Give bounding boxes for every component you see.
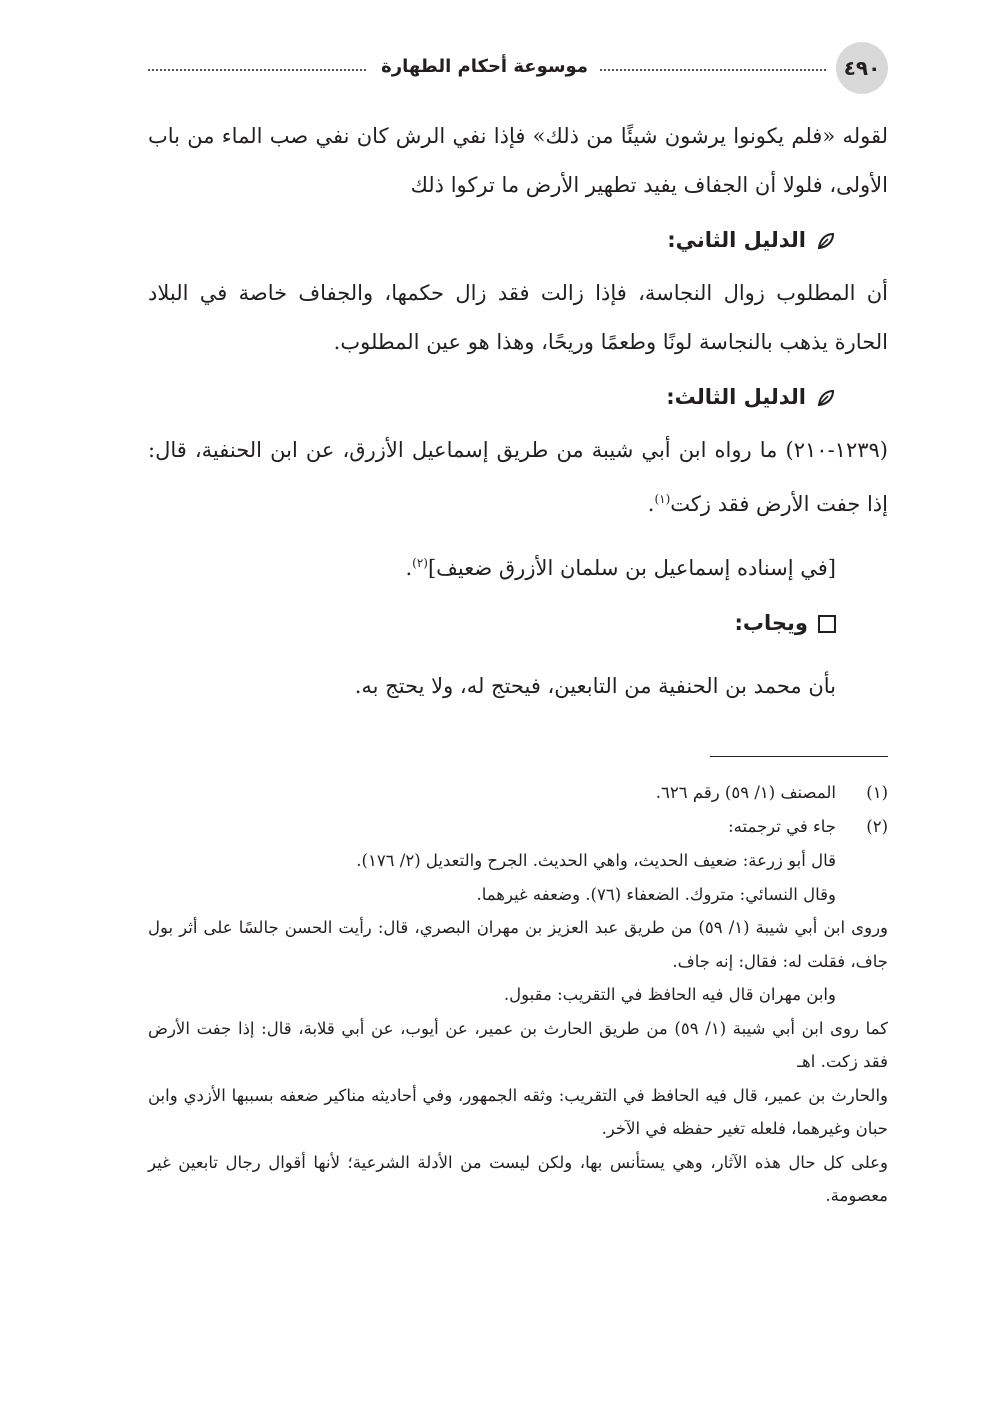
footnote-number: (١) <box>866 783 888 802</box>
footnote-line: وروى ابن أبي شيبة (١/ ٥٩) من طريق عبد العزيز بن مهران البصري، قال: رأيت الحسن جالسًا على أثر بول جاف، فقلت له: فقال: إنه جاف. <box>148 918 889 971</box>
footnotes <box>148 776 888 1213</box>
footnote-number: (٢) <box>866 817 888 836</box>
paragraph-3 <box>148 426 888 529</box>
main-text <box>148 112 888 711</box>
paragraph-2: أن المطلوب زوال النجاسة، فإذا زالت فقد زال حكمها، والجفاف خاصة في البلاد الحارة يذهب بالنجاسة لونًا وطعمًا وريحًا، وهذا هو عين المطلوب. <box>148 281 888 354</box>
leaf-icon <box>816 388 836 408</box>
heading-label: الدليل الثاني: <box>667 228 806 252</box>
footnote-line: قال أبو زرعة: ضعيف الحديث، واهي الحديث. الجرح والتعديل (٢/ ١٧٦). <box>356 851 836 870</box>
footnote-line: كما روى ابن أبي شيبة (١/ ٥٩) من طريق الحارث بن عمير، عن أيوب، عن أبي قلابة، قال: إذا جفت الأرض فقد زكت. اهـ <box>148 1018 888 1071</box>
footnote-text: جاء في ترجمته: <box>728 817 836 836</box>
leaf-icon <box>816 231 836 251</box>
paragraph-1: لقوله «فلم يكونوا يرشون شيئًا من ذلك» فإذا نفي الرش كان نفي صب الماء من باب الأولى، فلولا أن الجفاف يفيد تطهير الأرض ما تركوا ذلك <box>148 124 888 197</box>
paragraph-4-text: [في إسناده إسماعيل بن سلمان الأزرق ضعيف] <box>427 556 836 580</box>
heading-third-evidence <box>148 373 836 422</box>
heading-label: الدليل الثالث: <box>666 385 806 409</box>
footnote-line: وعلى كل حال هذه الآثار، وهي يستأنس بها، ولكن ليست من الأدلة الشرعية؛ لأنها أقوال رجال تابعين غير معصومة. <box>148 1152 888 1205</box>
page-number: ٤٩٠ <box>836 42 888 94</box>
page-header <box>148 42 888 100</box>
paragraph-5: بأن محمد بن الحنفية من التابعين، فيحتج له، ولا يحتج به. <box>354 674 836 698</box>
footnote-text: المصنف (١/ ٥٩) رقم ٦٢٦. <box>655 783 836 802</box>
book-title: موسوعة أحكام الطهارة <box>381 56 588 77</box>
paragraph-4-end: . <box>405 556 413 580</box>
footnote-line: والحارث بن عمير، قال فيه الحافظ في التقريب: وثقه الجمهور، وفي أحاديثه مناكير ضعفه بسببها الأزدي وابن حبان وغيرهما، فلعله تغير حفظه في الآخر. <box>148 1085 888 1138</box>
heading-label: ويجاب: <box>734 611 808 635</box>
footnote-ref-2[interactable]: (٢) <box>412 556 428 570</box>
heading-second-evidence <box>148 216 836 265</box>
footnote-1 <box>148 776 888 810</box>
footnote-ref-1[interactable]: (١) <box>654 492 671 506</box>
checkbox-icon <box>818 615 836 633</box>
heading-reply <box>148 599 836 648</box>
footnote-2 <box>148 810 888 844</box>
header-dots-left <box>148 69 366 71</box>
header-dots-right <box>600 69 826 71</box>
paragraph-3-text: (١٢٣٩-٢١٠) ما رواه ابن أبي شيبة من طريق إسماعيل الأزرق، عن ابن الحنفية، قال: إذا جفت الأرض فقد زكت <box>148 438 888 516</box>
footnote-separator <box>710 756 888 757</box>
footnote-line: وابن مهران قال فيه الحافظ في التقريب: مقبول. <box>503 985 836 1004</box>
paragraph-4 <box>148 539 888 593</box>
footnote-line: وقال النسائي: متروك. الضعفاء (٧٦). وضعفه غيرهما. <box>476 884 836 904</box>
paragraph-3-end: . <box>647 492 655 516</box>
